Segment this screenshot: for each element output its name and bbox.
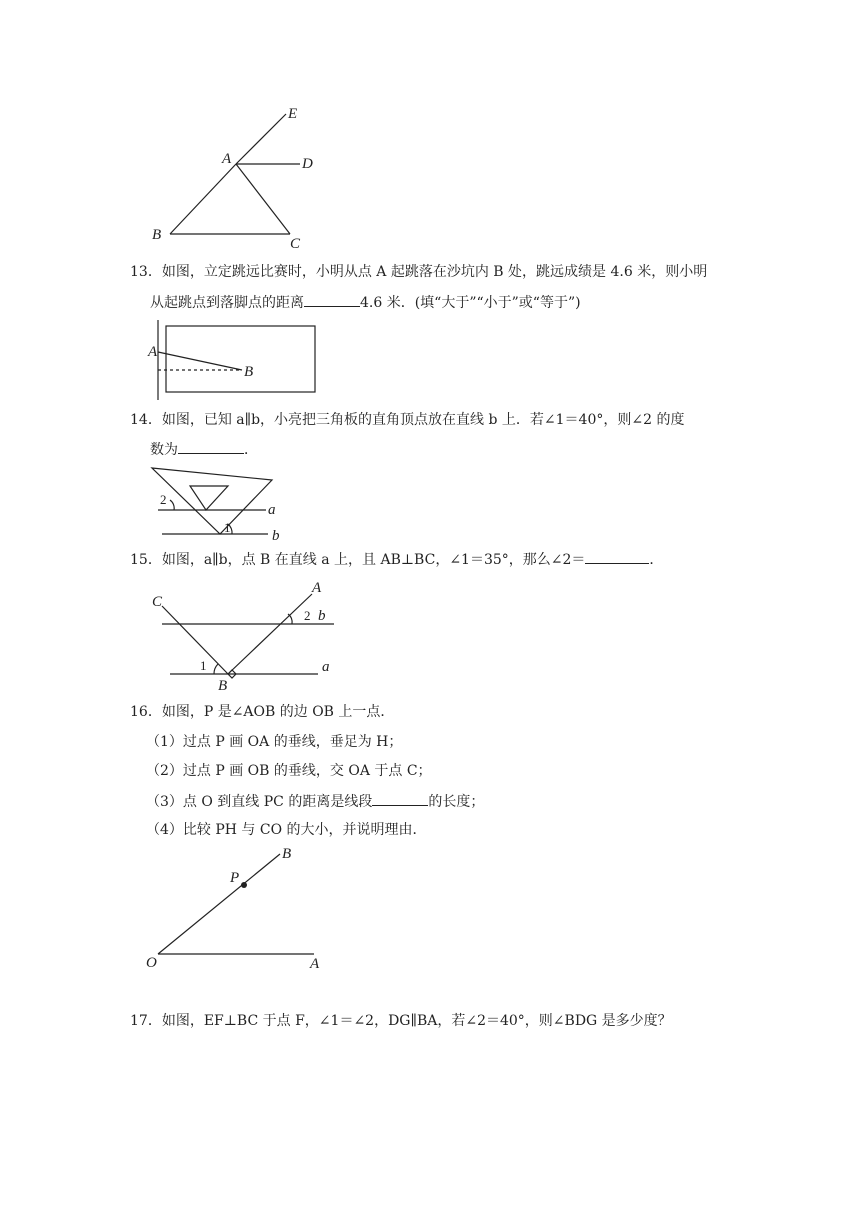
label-line-b: b <box>318 608 326 624</box>
label-angle-1: 1 <box>224 520 231 535</box>
label-angle-2: 2 <box>304 608 311 623</box>
ray-ob <box>158 854 280 954</box>
q13-line2: 从起跳点到落脚点的距离 4.6 米．(填“大于”“小于”或“等于”) <box>150 292 581 313</box>
label-a: A <box>310 956 320 972</box>
q14-line1 <box>130 410 684 430</box>
set-square-outer <box>152 468 272 534</box>
q15-number: 15． <box>130 552 162 568</box>
q16-item2: （2）过点 P 画 OB 的垂线，交 OA 于点 C； <box>146 763 432 779</box>
label-line-b: b <box>272 528 280 544</box>
label-c: C <box>290 236 301 252</box>
figure-parallel-lines-right-angle <box>148 578 348 694</box>
q13-number: 13． <box>130 264 162 280</box>
q16-stem: 16．如图，P 是∠AOB 的边 OB 上一点． <box>130 704 395 720</box>
q16-item4: （4）比较 PH 与 CO 的大小，并说明理由． <box>146 822 427 838</box>
angle-1-arc <box>214 664 218 674</box>
q15-answer-blank[interactable] <box>585 549 649 564</box>
ray-bc <box>162 606 228 674</box>
figure-angle-aob <box>144 842 344 972</box>
ray-ae <box>236 114 286 164</box>
q13-line1 <box>130 262 707 282</box>
figure-set-square <box>144 464 294 542</box>
label-o: O <box>146 955 157 971</box>
label-line-a: a <box>268 502 276 518</box>
label-a-point: A <box>312 580 322 596</box>
label-b-point: B <box>218 678 228 694</box>
label-angle-1: 1 <box>200 658 207 673</box>
label-angle-2: 2 <box>160 492 167 507</box>
q14-answer-blank[interactable] <box>178 439 244 454</box>
segment-ba <box>170 164 236 234</box>
q16-number: 16． <box>130 704 162 720</box>
segment-ac <box>236 164 290 234</box>
figure-long-jump <box>144 320 334 404</box>
q14-number: 14． <box>130 412 162 428</box>
label-e: E <box>288 106 298 122</box>
jump-path <box>158 352 242 370</box>
q16-item1: （1）过点 P 画 OA 的垂线，垂足为 H； <box>146 734 403 750</box>
q14-line2: 数为 ． <box>150 439 258 460</box>
q17-number: 17． <box>130 1013 162 1029</box>
point-p <box>241 882 247 888</box>
q13-answer-blank[interactable] <box>304 292 360 307</box>
label-p: P <box>230 870 240 886</box>
angle-2-arc <box>170 500 174 510</box>
ray-ba <box>228 594 312 674</box>
label-c: C <box>152 594 163 610</box>
label-b: B <box>282 846 292 862</box>
label-a: A <box>222 151 232 167</box>
q16-answer-blank[interactable] <box>372 791 428 806</box>
q14-text-line1: 如图，已知 a∥b，小亮把三角板的直角顶点放在直线 b 上．若∠1＝40°，则∠2 的度 <box>161 412 685 428</box>
q15-line1: 15．如图，a∥b，点 B 在直线 a 上，且 AB⊥BC，∠1＝35°，那么∠2＝ ． <box>130 549 663 570</box>
figure-triangle-abc <box>140 100 330 250</box>
q17-line1: 17．如图，EF⊥BC 于点 F，∠1＝∠2，DG∥BA，若∠2＝40°，则∠BDG 是多少度？ <box>130 1013 672 1029</box>
label-a: A <box>148 344 158 360</box>
q16-item3: （3）点 O 到直线 PC 的距离是线段 的长度； <box>146 791 484 812</box>
q13-text-line1: 如图，立定跳远比赛时，小明从点 A 起跳落在沙坑内 B 处，跳远成绩是 4.6 米，则小明 <box>161 264 708 280</box>
label-b: B <box>244 364 254 380</box>
label-line-a: a <box>322 659 330 675</box>
label-d: D <box>302 156 313 172</box>
label-b: B <box>152 227 162 243</box>
set-square-inner <box>190 486 228 510</box>
